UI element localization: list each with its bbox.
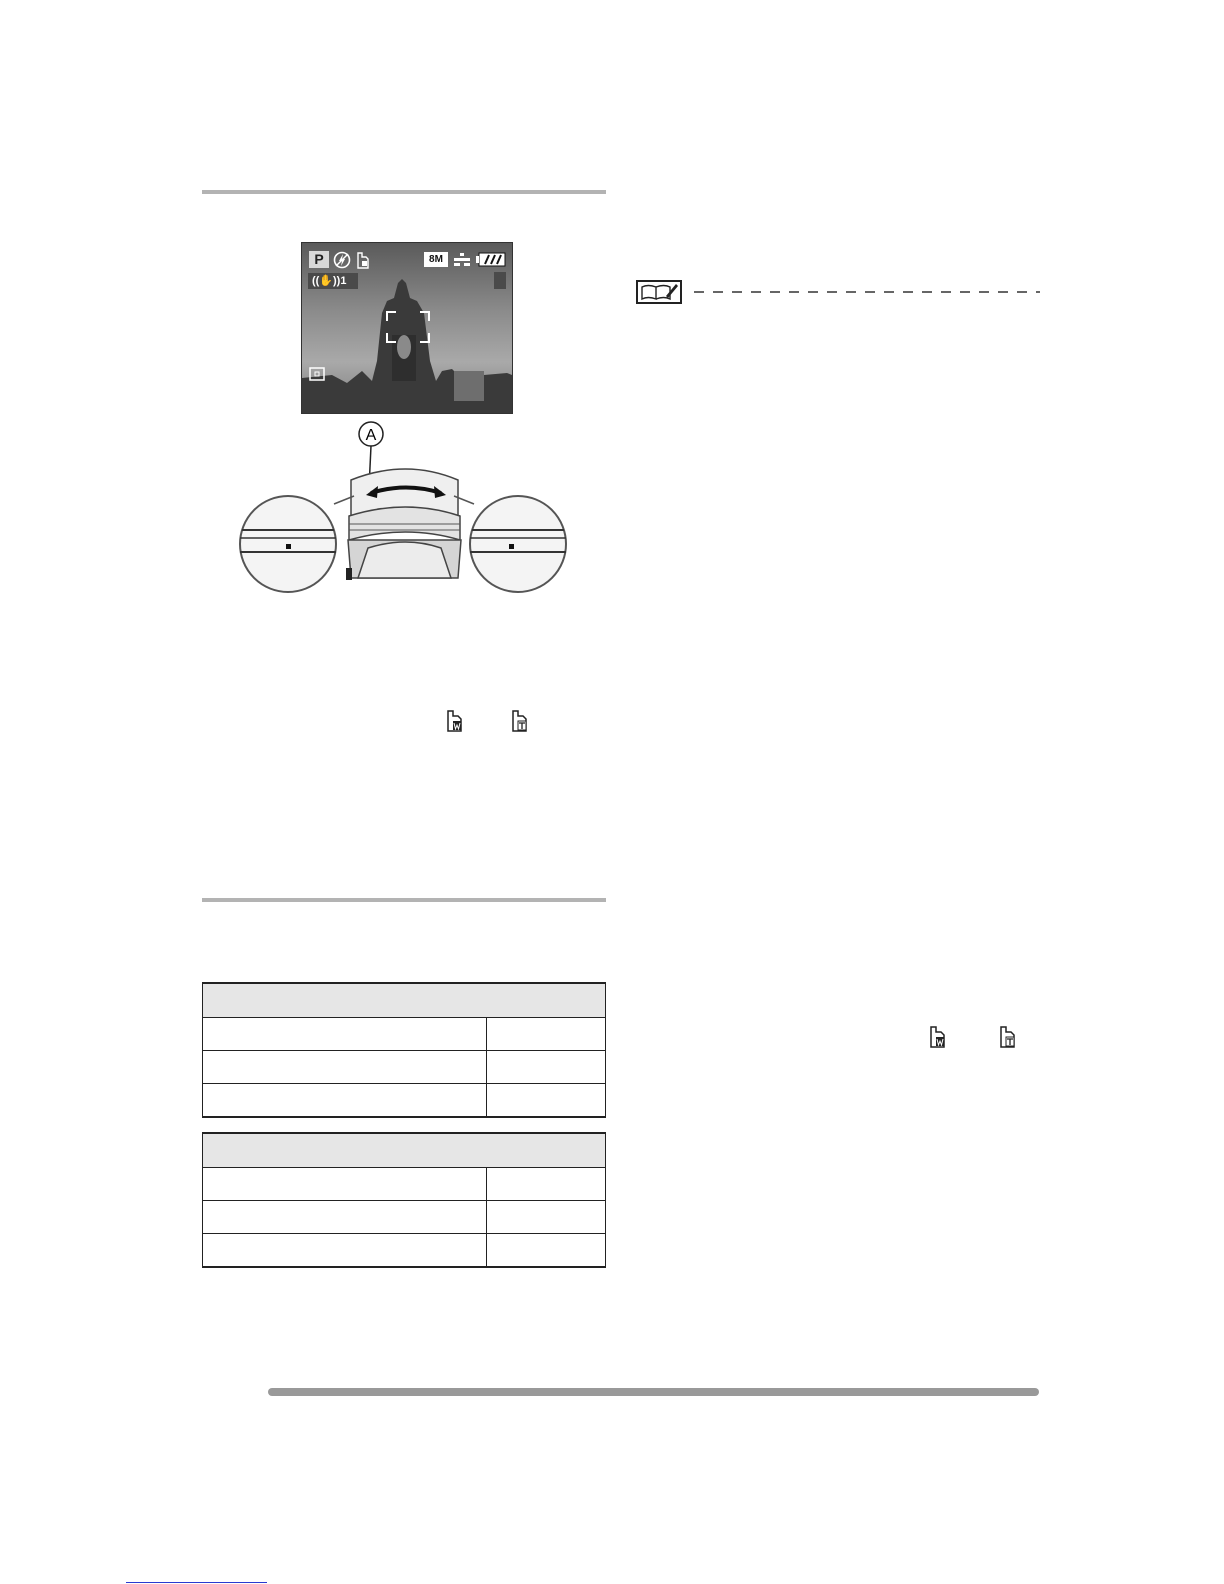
- table-row: [203, 1201, 606, 1234]
- spec-table-1: [202, 982, 606, 1118]
- stabilizer-icon: ((✋))1: [308, 273, 358, 289]
- mode-p-icon: P: [309, 251, 329, 268]
- link-underline[interactable]: [126, 1582, 267, 1583]
- spec-table-2: [202, 1132, 606, 1268]
- table-row: [203, 1168, 606, 1201]
- status-side-box: [494, 272, 506, 289]
- table-header: [203, 1133, 606, 1168]
- camera-lens-illustration: [236, 418, 572, 600]
- table-row: [203, 1051, 606, 1084]
- lcd-screen-illustration: [301, 242, 513, 414]
- table-row: [203, 1084, 606, 1118]
- resolution-icon: 8M: [424, 252, 448, 267]
- battery-icon: [476, 252, 506, 267]
- spot-metering-icon: [309, 367, 325, 381]
- table-row: [203, 1234, 606, 1268]
- table-header: [203, 983, 606, 1018]
- ex-zoom-tele-icon: [999, 1026, 1017, 1048]
- ex-zoom-wide-icon: [446, 710, 464, 732]
- magnifier-left: [240, 496, 336, 592]
- section-rule-top: [202, 190, 606, 194]
- af-area-frame: [386, 311, 430, 343]
- note-icon: [636, 280, 682, 304]
- magnifier-right: [470, 496, 566, 592]
- ex-optical-zoom-icon: [356, 252, 370, 269]
- note-dashed-rule: [694, 290, 1040, 294]
- callout-label-a: A: [365, 427, 377, 444]
- ex-zoom-wide-icon: [929, 1026, 947, 1048]
- footer-bar: [268, 1388, 1039, 1396]
- quality-icon: [453, 252, 471, 267]
- section-rule-middle: [202, 898, 606, 902]
- flash-off-icon: [333, 251, 351, 269]
- ex-zoom-tele-icon: [511, 710, 529, 732]
- table-row: [203, 1018, 606, 1051]
